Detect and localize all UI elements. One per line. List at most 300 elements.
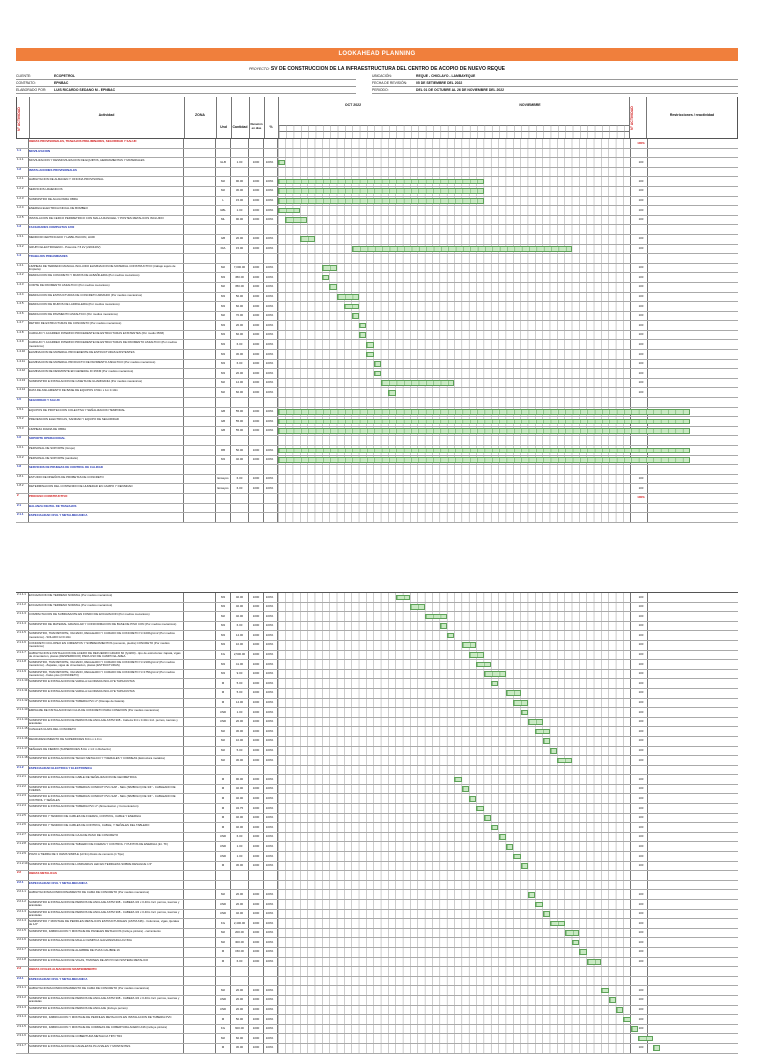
activity-description: SUMINISTRO E INSTALACION DE TUBERIAS CONDUIT PVC-SAP - SEG (SIMBOLO) DE 3/4" - CABLEADO DE FUERZA	[29, 784, 176, 793]
table-row	[16, 814, 738, 824]
gantt-bar	[565, 930, 580, 936]
activity-id: 1.2.2	[17, 186, 24, 190]
activity-check: 100	[638, 757, 644, 762]
activity-check: 100	[638, 332, 644, 337]
activity-unit: UND	[219, 834, 227, 839]
activity-unit	[216, 398, 230, 407]
activity-id: 1.4.11	[17, 359, 25, 363]
activity-quantity: 6.00	[236, 959, 243, 964]
activity-id: 1.4.1	[17, 263, 24, 267]
activity-quantity: 14.00	[235, 700, 244, 705]
gantt-bar	[550, 748, 557, 754]
activity-description: DEMOLICION DE ESTRUCTURAS DE CONCRETO ARMADO (Por medios mecanicos)	[29, 292, 143, 297]
activity-quantity: 70.00	[235, 313, 244, 318]
activity-duration: 1000	[252, 236, 260, 241]
activity-duration	[249, 225, 263, 234]
activity-check: 100	[638, 795, 644, 800]
activity-progress: 100%	[265, 361, 274, 366]
activity-id: 2.1.2.5	[17, 813, 26, 817]
activity-unit: M	[221, 786, 225, 791]
activity-progress: 100%	[265, 594, 274, 599]
activity-duration: 1000	[252, 294, 260, 298]
gantt-bar	[359, 332, 366, 338]
activity-check: 100	[638, 1007, 644, 1012]
activity-description: DEMOLICION DE PAVIMENTO ASFALTICO (Por medios mecanicos)	[29, 311, 118, 316]
activity-progress: 100%	[265, 217, 274, 222]
activity-unit	[216, 766, 230, 775]
activity-quantity: 300.00	[235, 939, 244, 944]
table-row	[16, 225, 738, 235]
gantt-bar	[550, 921, 565, 927]
activity-id: 1.4.7	[17, 321, 24, 325]
activity-id: 1.2	[17, 167, 22, 171]
activity-check: 100	[638, 207, 644, 212]
gantt-bar	[278, 448, 690, 454]
activity-check: 100	[638, 748, 644, 752]
activity-id: 2.1.1.17	[17, 746, 28, 750]
table-row	[16, 718, 738, 728]
activity-unit: M2	[220, 389, 225, 394]
gantt-bar	[278, 409, 690, 415]
activity-check: 100	[638, 1016, 644, 1021]
activity-description: HABILITACION DE ALMACEN Y OFICINA PROVISIONAL	[29, 177, 104, 182]
activity-description: HABILITACION/ACONDICIONAMIENTO DE CAMA DE CONCRETO (Por medios mecanicos)	[29, 986, 150, 991]
table-row	[16, 235, 738, 245]
activity-progress: 100%	[265, 719, 274, 724]
activity-quantity: 7,000.00	[233, 265, 246, 270]
activity-description: LIMPIEZA DIARIA DE OBRA	[29, 426, 67, 431]
activity-duration: 1000	[252, 198, 260, 203]
table-row	[16, 321, 738, 331]
activity-duration	[249, 494, 263, 503]
table-row	[16, 427, 738, 437]
activity-progress: 100%	[265, 776, 274, 781]
table-row	[16, 398, 738, 408]
activity-quantity: 20.00	[235, 997, 244, 1002]
table-row	[16, 245, 738, 255]
gantt-bar	[587, 959, 602, 965]
gantt-bar	[572, 940, 579, 946]
activity-duration: 1000	[252, 920, 260, 925]
activity-quantity: 12.00	[235, 380, 244, 385]
activity-quantity: 30.00	[235, 1045, 244, 1050]
activity-check	[634, 513, 648, 522]
gantt-bar	[521, 863, 528, 869]
activity-progress: 100%	[265, 623, 274, 628]
activity-quantity: 1.00	[236, 709, 243, 714]
activity-id: 1.6	[17, 436, 22, 440]
table-row	[16, 436, 738, 446]
activity-duration: 1000	[252, 661, 260, 666]
activity-description: RETIRO DE ESTRUCTURAS DE CONCRETO (Por medios mecanicos)	[29, 321, 122, 326]
activity-unit: M	[221, 815, 225, 820]
activity-duration	[249, 967, 263, 976]
activity-progress: 100%	[265, 1016, 274, 1021]
table-row	[16, 273, 738, 283]
table-row	[16, 958, 738, 968]
activity-quantity: 55.00	[235, 428, 244, 433]
activity-duration: 1000	[252, 447, 260, 452]
table-row	[16, 986, 738, 996]
activity-duration: 1000	[252, 1007, 260, 1012]
activity-quantity: 50.00	[235, 294, 244, 298]
table-row	[16, 1015, 738, 1025]
activity-progress: 100%	[265, 380, 274, 385]
activity-id: 2.3.1.5	[17, 1024, 26, 1028]
gantt-bar	[491, 681, 498, 687]
table-row	[16, 622, 738, 632]
activity-progress: 100%	[265, 671, 274, 676]
activity-quantity: 14.00	[235, 632, 244, 637]
table-row	[16, 1044, 738, 1054]
activity-quantity: 6.00	[236, 341, 243, 346]
activity-description: GRUPO ELECTROGENO - Potencia 7.5 kV (220/440V)	[29, 244, 101, 249]
activity-description: SUMINISTRO E INSTALACION DE VIGAS, TIMONES DE APOYO EN SISTEMA METALICO	[29, 957, 149, 962]
activity-check: 100	[638, 246, 644, 251]
activity-id: 2	[17, 493, 19, 497]
activity-id: 1.4.12	[17, 369, 26, 373]
activity-id: 2.1.2.6	[17, 823, 26, 827]
activity-description: SUMINISTRO Y TENDIDO DE CABLES DE CONTROL, CABLE, Y SEÑALES DEL TABLERO	[29, 823, 150, 828]
activity-id: 2.1.1.12	[17, 698, 28, 702]
activity-unit: M3	[220, 642, 225, 647]
activity-progress	[264, 881, 275, 890]
activity-id: 2.1.2.7	[17, 832, 26, 836]
activity-id: 1.3.1	[17, 234, 24, 238]
activity-unit: KG	[220, 1026, 226, 1031]
activity-progress: 100%	[265, 476, 274, 481]
activity-check: 100	[638, 594, 644, 599]
activity-progress: 100%	[265, 303, 274, 308]
activity-check: 100	[638, 322, 644, 327]
activity-id	[16, 139, 29, 148]
header-actividad: Actividad	[98, 113, 115, 117]
activity-progress: 100%	[265, 891, 274, 896]
activity-unit: GB	[220, 409, 226, 414]
activity-description: SUMINISTRO E INSTALACION DE LUMINARIAS LED EN TERRAZAS SOBRE DESAGUE 1.5"	[29, 861, 153, 866]
activity-quantity: 1.00	[236, 853, 243, 858]
gantt-bar	[278, 160, 285, 166]
activity-progress: 100%	[265, 815, 274, 820]
activity-quantity	[231, 225, 248, 234]
activity-description: SERVICIOS HIGIENICOS	[29, 186, 63, 191]
activity-quantity: 30.00	[235, 863, 244, 868]
gantt-bar	[440, 623, 447, 629]
activity-unit: M3	[220, 274, 225, 279]
header-zona: ZONA	[195, 113, 205, 117]
activity-duration: 1000	[252, 409, 260, 414]
activity-id: 2.1.1.9	[17, 669, 26, 673]
activity-unit: M2	[220, 939, 225, 944]
activity-duration	[249, 436, 263, 445]
activity-id: 2.1.1.18	[17, 756, 28, 760]
activity-duration: 1000	[252, 332, 260, 337]
lookahead-sheet	[16, 48, 738, 523]
activity-progress: 100%	[265, 911, 274, 916]
activity-id: 1.3	[17, 225, 22, 229]
activity-progress	[264, 398, 275, 407]
activity-description: SUMINISTRO, FABRICACION Y MONTAJE DE CORREAS DE COBERTURA ACERO A36 (incluye pintura)	[29, 1024, 167, 1029]
activity-unit: M2	[220, 757, 225, 762]
activity-progress: 100%	[265, 274, 274, 279]
activity-unit: M2	[220, 265, 225, 270]
activity-unit: Ensayos	[217, 476, 229, 481]
activity-check: 100	[638, 671, 644, 676]
activity-progress: 100%	[265, 834, 274, 839]
activity-progress: 100%	[265, 1026, 274, 1031]
activity-duration: 1000	[252, 949, 260, 954]
activity-progress: 100%	[265, 447, 274, 452]
activity-description: SUMINISTRO Y TENDIDO DE CABLES DE FUERZA, CONTROL, CABLE Y ENERGIA	[29, 813, 142, 818]
activity-description: SUMINISTRO E INSTALACION DE TUBERIAS CONDUIT PVC-SAP - SEG (SIMBOLO) DE 3/4" - CABLEADO DE CONTROL Y SEÑALES	[29, 794, 176, 802]
activity-progress: 100%	[265, 939, 274, 944]
activity-description: PROCESO CONSTRUCTIVO	[29, 493, 68, 498]
table-row	[16, 641, 738, 651]
activity-duration: 1000	[252, 795, 260, 800]
activity-description: ESPECIALIDAD CIVIL Y METALMECANICA	[29, 513, 88, 518]
activity-progress: 100%	[265, 159, 274, 164]
activity-progress: 100%	[265, 805, 274, 810]
activity-duration: 1000	[252, 891, 260, 896]
activity-duration: 1000	[252, 418, 260, 423]
activity-description: BALANZA DIGITAL DE TRABAJOS	[29, 503, 77, 508]
activity-id: 2.3	[17, 967, 22, 971]
activity-duration: 1000	[252, 613, 260, 618]
activity-duration: 1000	[252, 1026, 260, 1031]
activity-duration: 1000	[252, 1016, 260, 1021]
table-row	[16, 417, 738, 427]
activity-progress: 100%	[265, 930, 274, 935]
activity-quantity	[231, 494, 248, 503]
activity-check: 100	[638, 949, 644, 954]
activity-id: 1.6.2	[17, 455, 24, 459]
gantt-bar	[506, 690, 521, 696]
activity-unit: M2	[220, 284, 225, 289]
gantt-bar	[557, 758, 572, 764]
activity-check: 100	[638, 389, 644, 394]
activity-unit	[216, 168, 230, 177]
activity-progress	[264, 504, 275, 513]
activity-unit: M2	[220, 748, 225, 752]
activity-description: HABILITACION/ACONDICIONAMIENTO DE CAMA DE CONCRETO (Por medios mecanicos)	[29, 890, 150, 895]
activity-description: SUMINISTRO, FABRICACION Y MONTAJE DE PANELES METALICOS (Incluye pintura) - cerramiento	[29, 928, 161, 933]
activity-description: INSTALACIONES PROVISIONALES	[29, 167, 77, 172]
activity-description: CONCRETO CICLOPEO EN CIMIENTOS Y SOBRECIMIENTOS (cemento, piedra) CONCRETO (Por medios mecanicos)	[29, 640, 170, 649]
activity-id: 2.1.2.1	[17, 775, 26, 779]
activity-check	[634, 881, 648, 890]
activity-check: 100	[638, 939, 644, 944]
activity-duration: 1000	[252, 642, 260, 647]
activity-duration: 1000	[252, 217, 260, 222]
table-row	[16, 737, 738, 747]
activity-unit: M	[221, 949, 225, 954]
activity-unit	[216, 504, 230, 513]
activity-id: 1.1	[17, 148, 22, 152]
table-row	[16, 977, 738, 987]
responsable-value: LUIS RICARDO SEDANO M - EPNBAC	[54, 88, 116, 92]
activity-check: 100	[638, 680, 644, 685]
activity-description: SUMINISTRO E INSTALACION DE PERNOS DE ANCLAJE ASTM 308 - Cabeza 3/4 x 0.40m Incl. pernos, tuercas y arandelas	[29, 717, 178, 726]
activity-quantity: 1.00	[236, 207, 243, 212]
gantt-bar	[359, 323, 366, 329]
cliente-value: ECOPETROL	[54, 74, 76, 78]
activity-id: 2.1.1	[17, 513, 24, 517]
table-row	[16, 794, 738, 804]
activity-duration: 1000	[252, 853, 260, 858]
activity-progress: 100%	[265, 457, 274, 462]
activity-progress	[264, 225, 275, 234]
activity-unit: M3	[220, 594, 225, 599]
table-row	[16, 823, 738, 833]
activity-id: 2.2.1.6	[17, 938, 26, 942]
gantt-bar	[374, 361, 381, 367]
sheet-title: LOOKAHEAD PLANNING	[16, 48, 738, 61]
activity-check: 100	[638, 159, 644, 164]
header-unidad: Und	[220, 125, 227, 129]
gantt-bar	[366, 352, 373, 358]
activity-quantity	[231, 139, 248, 148]
table-row	[16, 168, 738, 178]
table-row	[16, 340, 738, 350]
activity-progress: 100%	[265, 700, 274, 705]
table-row	[16, 465, 738, 475]
activity-duration: 1000	[252, 380, 260, 385]
activity-description: SEGURIDAD Y SALUD	[29, 398, 60, 403]
activity-duration: 1000	[252, 341, 260, 346]
activity-duration	[249, 871, 263, 880]
activity-id: 2.2.1	[17, 880, 24, 884]
gantt-bar	[543, 911, 550, 917]
activity-progress: 100%	[265, 198, 274, 203]
activity-progress: 100%	[265, 786, 274, 791]
activity-description: ELIMINACION DE MATERIAL PRODUCTO DE PAVIMENTO ASFALTICO (Por medios mecanicos)	[29, 359, 156, 364]
activity-description: SUMINISTRO E INSTALACION DE MALLA OLIMPICA GALVANIZADA H=2.50m	[29, 938, 133, 943]
activity-duration	[249, 149, 263, 158]
activity-quantity: 600.00	[235, 1026, 244, 1031]
activity-description: SUMINISTRO E INSTALACION DE CAJA DE PASO DE CONCRETO	[29, 832, 119, 837]
activity-quantity: 200.00	[235, 930, 244, 935]
activity-id: 1.4.4	[17, 292, 24, 296]
activity-unit: M	[221, 795, 225, 800]
activity-duration: 1000	[252, 757, 260, 762]
activity-quantity: 40.00	[235, 786, 244, 791]
activity-id: 1.4.8	[17, 330, 24, 334]
activity-description: HABILITACION E INSTALACION DE ACERO DE REFUERZO GRADO 60 (fy4200) - tipo de estructuras: zapata, vigas de cimentacion, placas (DESPERDICIO) PARA USO DE CAMPO EL AREA	[29, 650, 181, 658]
activity-check	[634, 398, 648, 407]
activity-progress: 100%	[265, 1007, 274, 1012]
activity-progress	[264, 871, 275, 880]
activity-description: CARGUIO Y ACARREO INTERNO PROCEDENTE DE ESTRUCTURAS DE PAVIMENTO ASFALTICO (Por medios mecanicos)	[29, 340, 177, 348]
activity-unit: M	[221, 805, 225, 810]
activity-unit: M2	[220, 178, 225, 183]
gantt-bar	[476, 806, 483, 812]
activity-duration	[249, 513, 263, 522]
activity-id: 1.4.3	[17, 282, 24, 286]
activity-id: 1.5.1	[17, 407, 24, 411]
table-row	[16, 919, 738, 929]
activity-check	[634, 168, 648, 177]
activity-duration: 1000	[252, 485, 260, 490]
activity-description: ELIMINACION DE DESMONTE EN GENERAL D=15KM (Por medios mecanicos)	[29, 369, 134, 374]
activity-id: 2.1.1.2	[17, 602, 26, 606]
activity-description: EXCAVACION DE TERRENO NORMAL (Por medios mecanicos)	[29, 602, 113, 607]
activity-check: 100	[638, 361, 644, 366]
activity-id: 2.1.1.15	[17, 727, 28, 731]
gantt-bar	[381, 380, 455, 386]
activity-unit: GB	[220, 418, 226, 423]
activity-duration: 1000	[252, 997, 260, 1002]
activity-progress: 100%	[265, 428, 274, 433]
activity-quantity: 6.00	[236, 361, 243, 366]
activity-quantity: 20.00	[235, 236, 244, 241]
activity-id: 2.2.1.7	[17, 947, 26, 951]
activity-quantity: 40.00	[235, 457, 244, 462]
gantt-bar	[352, 246, 573, 252]
activity-progress: 100%	[265, 632, 274, 637]
activity-id: 2.3.1.4	[17, 1015, 26, 1019]
activity-description: DETERMINACION DEL CONTENIDO DE HUMEDAD EN CAMPO Y DENSIDAD	[29, 484, 133, 489]
table-row	[16, 504, 738, 514]
activity-description: CANALES GUIAS DEL CONCRETO	[29, 727, 76, 732]
activity-quantity: 40.00	[235, 824, 244, 829]
activity-progress: 100%	[265, 418, 274, 423]
gantt-bar	[623, 1017, 630, 1023]
activity-check: 100	[638, 997, 644, 1002]
activity-duration	[249, 977, 263, 986]
activity-unit: M2	[220, 891, 225, 896]
activity-duration: 1000	[252, 178, 260, 183]
activity-description: OBRAS PROVISIONALES, TRABAJOS PRELIMINARES, SEGURIDAD Y SALUD	[29, 139, 137, 143]
project-label: PROYECTO:	[248, 67, 270, 71]
activity-id: 2.1.1.13	[17, 708, 28, 712]
activity-unit	[216, 139, 230, 148]
gantt-bar	[462, 642, 477, 648]
activity-check: 100	[638, 294, 644, 298]
activity-id: 1.5.3	[17, 426, 24, 430]
activity-description: PERSONAL DE SOPORTE (Grupo)	[29, 446, 76, 450]
table-row	[16, 593, 738, 603]
activity-check	[634, 254, 648, 263]
activity-id: 1.4.13	[17, 378, 26, 382]
activity-unit: M3	[220, 604, 225, 609]
activity-description: CORTE DE PAVIMENTO ASFALTICO (Por medios mecanicos)	[29, 282, 110, 287]
table-row	[16, 379, 738, 389]
activity-quantity	[231, 149, 248, 158]
gantt-bar	[499, 834, 506, 840]
activity-description: SUMINISTRO E INSTALACION DE PERNOS DE ANCLAJE ASTM 308 - CABEZA 3/4 x 0.40m Incl. pernos, tuercas y arandelas	[29, 995, 180, 1004]
activity-progress: 100%	[265, 949, 274, 954]
activity-id: 2.1.2.4	[17, 804, 26, 808]
activity-duration: 1000	[252, 680, 260, 685]
activity-progress: 100%	[265, 661, 274, 666]
activity-progress: 100%	[265, 351, 274, 356]
activity-check: 100	[638, 217, 644, 222]
gantt-bar	[278, 198, 484, 204]
activity-quantity: 90.00	[235, 178, 244, 183]
activity-check: 100	[638, 863, 644, 868]
activity-description: SUMINISTRO DE MATERIAL GRANULAR Y CONFORMACION DE BASE DE PISO CON (Por medios mecanicos)	[29, 621, 177, 626]
header-restricciones: Restricciones / reactividad	[669, 113, 715, 117]
activity-unit: GLB	[220, 159, 226, 164]
activity-quantity	[231, 766, 248, 775]
activity-check: 100	[638, 642, 644, 647]
activity-description: ENERGIA ELECTRICA INICIAL DE BOMBEO	[29, 206, 88, 211]
header-pct: %	[269, 125, 273, 129]
gantt-bar	[322, 265, 337, 271]
activity-id: 2.1	[17, 503, 22, 507]
gantt-bar	[337, 294, 359, 300]
activity-description: SUMINISTRO E INSTALACION DE ALAMBRE DE PUAS CALIBRE 16	[29, 947, 120, 952]
